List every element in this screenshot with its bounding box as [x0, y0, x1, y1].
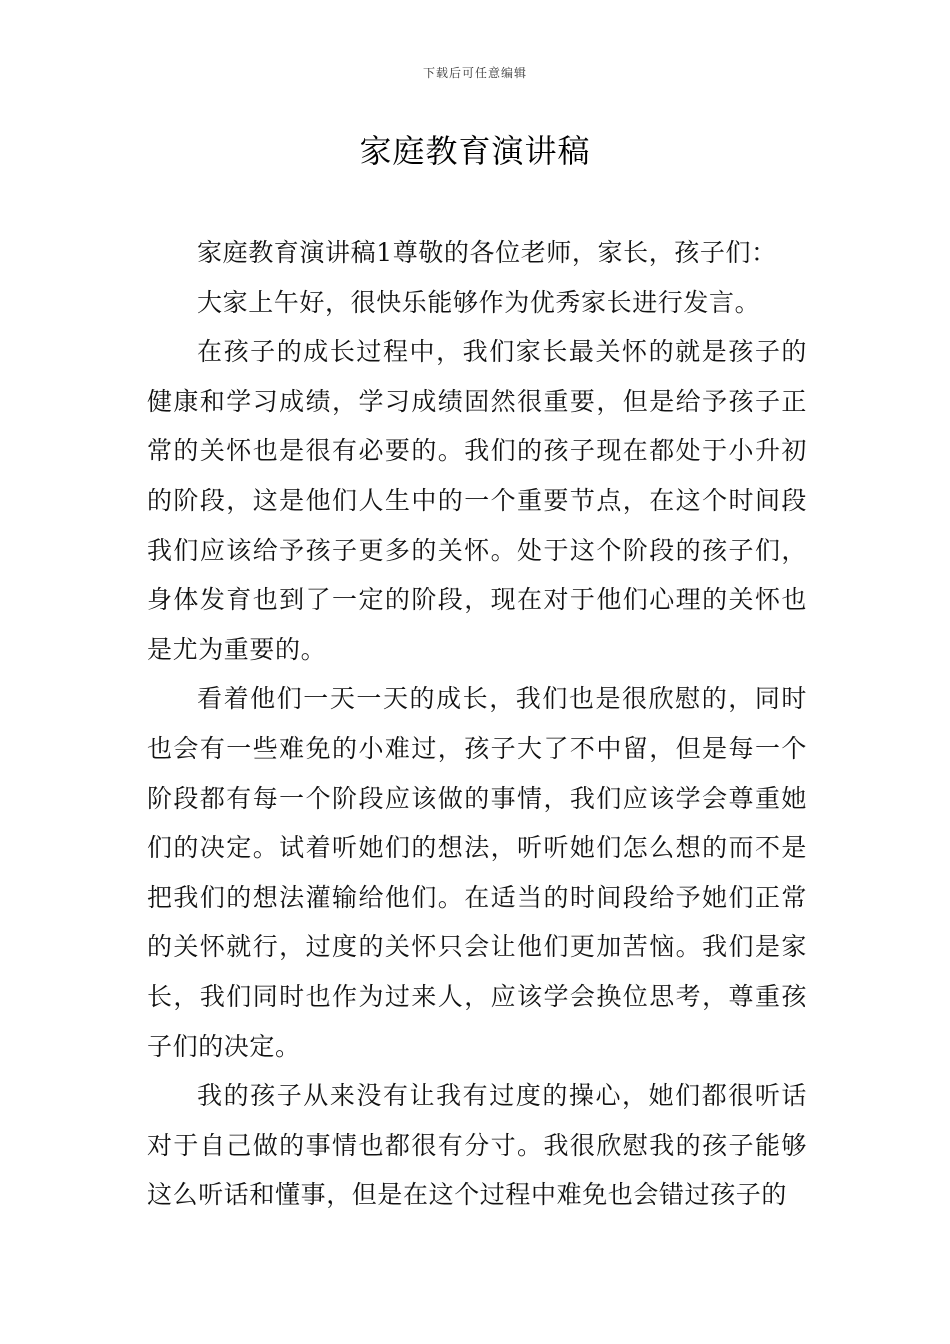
- paragraph-4: 看着他们一天一天的成长，我们也是很欣慰的，同时也会有一些难免的小难过，孩子大了不中留，但是每一个阶段都有每一个阶段应该做的事情，我们应该学会尊重她们的决定。试着听她们的想法，听听她们怎么想的而不是把我们的想法灌输给他们。在适当的时间段给予她们正常的关怀就行，过度的关怀只会让他们更加苦恼。我们是家长，我们同时也作为过来人，应该学会换位思考，尊重孩子们的决定。: [147, 684, 807, 1061]
- paragraph-5: 我的孩子从来没有让我有过度的操心，她们都很听话对于自己做的事情也都很有分寸。我很欣慰我的孩子能够这么听话和懂事，但是在这个过程中难免也会错过孩子的: [147, 1081, 807, 1210]
- paragraph-1: 家庭教育演讲稿1尊敬的各位老师，家长，孩子们：: [197, 238, 777, 267]
- document-body: [147, 228, 807, 1220]
- header-note: 下载后可任意编辑: [422, 66, 527, 80]
- page-title: 家庭教育演讲稿: [359, 132, 591, 170]
- paragraph-3: 在孩子的成长过程中，我们家长最关怀的就是孩子的健康和学习成绩，学习成绩固然很重要，但是给予孩子正常的关怀也是很有必要的。我们的孩子现在都处于小升初的阶段，这是他们人生中的一个重要节点，在这个时间段我们应该给予孩子更多的关怀。处于这个阶段的孩子们，身体发育也到了一定的阶段，现在对于他们心理的关怀也是尤为重要的。: [147, 337, 807, 664]
- paragraph-2: 大家上午好，很快乐能够作为优秀家长进行发言。: [197, 287, 761, 317]
